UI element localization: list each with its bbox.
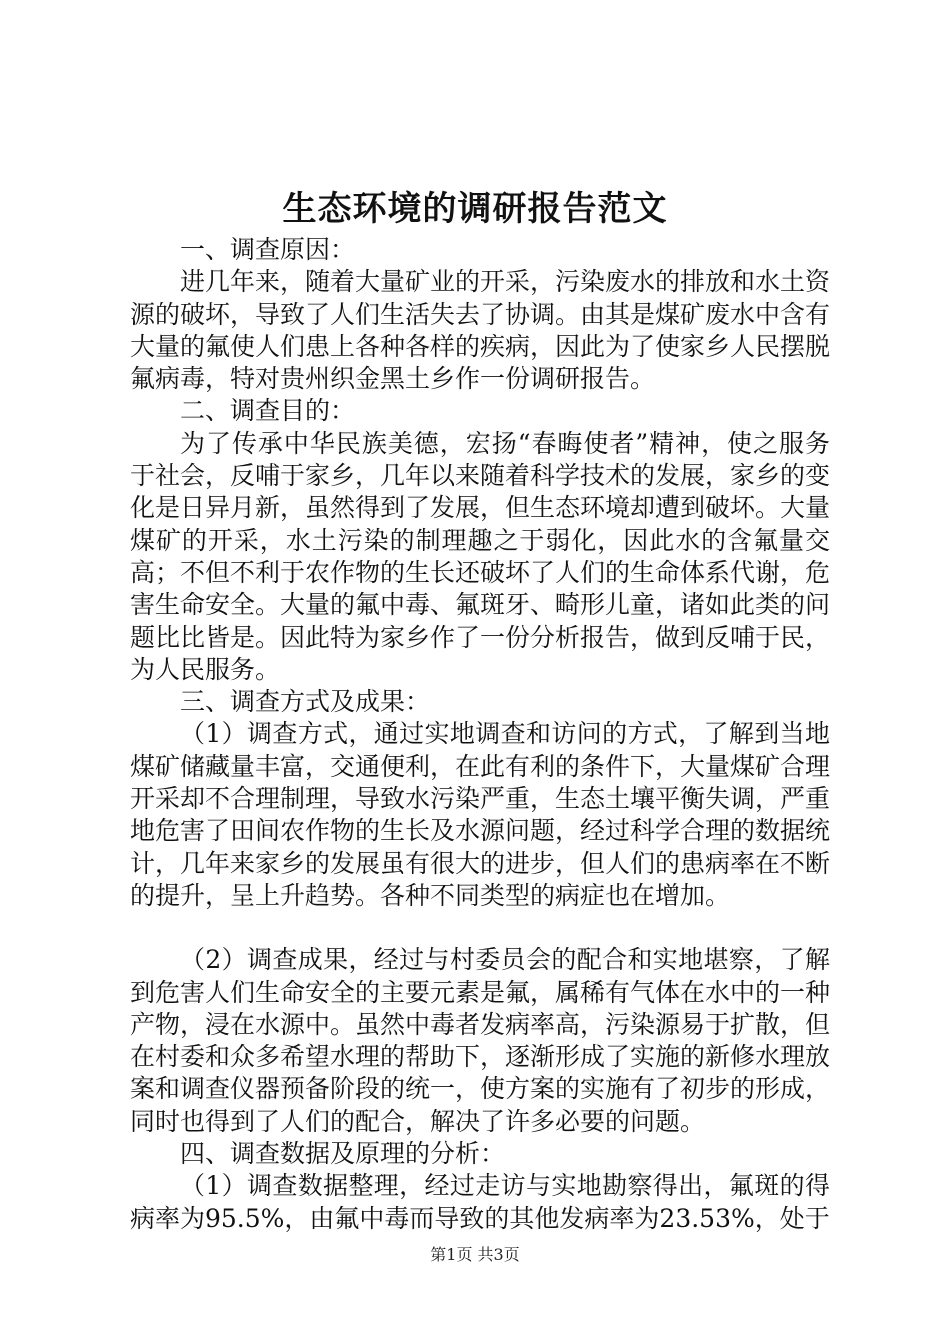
section-heading-purpose: 二、调查目的： xyxy=(180,396,356,426)
section-heading-reason: 一、调查原因： xyxy=(180,235,356,264)
paragraph-results: （2）调查成果，经过与村委员会的配合和实地堪察，了解到危害人们生命安全的主要元素是氟，属稀有气体在水中的一种产物，浸在水源中。虽然中毒者发病率高，污染源易于扩散，但在村委和众多希望水理的帮助下，逐渐形成了实施的新修水理放案和调查仪器预备阶段的统一，使方案的实施有了初步的形成，同时也得到了人们的配合，解决了许多必要的问题。 xyxy=(130,945,831,1136)
paragraph-reason: 进几年来，随着大量矿业的开采，污染废水的排放和水土资源的破坏，导致了人们生活失去了协调。由其是煤矿废水中含有大量的氟使人们患上各种各样的疾病，因此为了使家乡人民摆脱氟病毒，特对贵州织金黑土乡作一份调研报告。 xyxy=(130,267,831,394)
document-title: 生态环境的调研报告范文 xyxy=(282,189,668,229)
paragraph-method: （1）调查方式，通过实地调查和访问的方式，了解到当地煤矿储藏量丰富，交通便利，在此有利的条件下，大量煤矿合理开采却不合理制理，导致水污染严重，生态土壤平衡失调，严重地危害了田间农作物的生长及水源问题，经过科学合理的数据统计，几年来家乡的发展虽有很大的进步，但人们的患病率在不断的提升，呈上升趋势。各种不同类型的病症也在增加。 xyxy=(130,719,831,910)
section-heading-method: 三、调查方式及成果： xyxy=(180,687,431,717)
paragraph-purpose: 为了传承中华民族美德，宏扬“春晦使者”精神，使之服务于社会，反哺于家乡，几年以来随着科学技术的发展，家乡的变化是日异月新，虽然得到了发展，但生态环境却遭到破坏。大量煤矿的开采，水土污染的制理趣之于弱化，因此水的含氟量交高；不但不利于农作物的生长还破坏了人们的生命体系代谢，危害生命安全。大量的氟中毒、氟斑牙、畸形儿童，诸如此类的问题比比皆是。因此特为家乡作了一份分析报告，做到反哺于民，为人民服务。 xyxy=(130,428,831,684)
page-footer: 第1页 共3页 xyxy=(430,1245,520,1264)
section-heading-analysis: 四、调查数据及原理的分析： xyxy=(180,1139,506,1169)
paragraph-analysis: （1）调查数据整理，经过走访与实地勘察得出，氟斑的得病率为95.5%，由氟中毒而导致的其他发病率为23.53%，处于 xyxy=(130,1171,830,1233)
document-body xyxy=(130,234,830,1235)
paragraph-spacer xyxy=(130,912,830,944)
